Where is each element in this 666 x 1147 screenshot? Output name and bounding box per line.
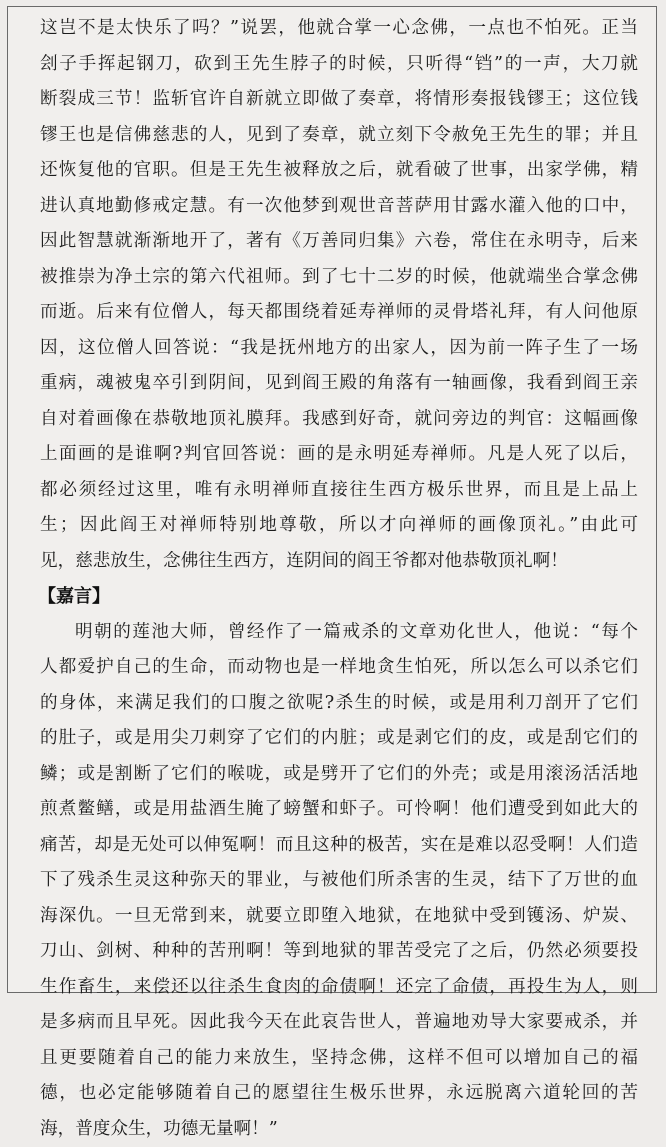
text-line: 的身体，来满足我们的口腹之欲呢?杀生的时候，或是用利刀剖开了它们 [40,686,638,722]
text-line: 明朝的莲池大师，曾经作了一篇戒杀的文章劝化世人，他说：“每个 [40,615,638,651]
text-line: 因，这位僧人回答说：“我是抚州地方的出家人，因为前一阵子生了一场 [40,331,638,367]
text-line: 德，也必定能够随着自己的愿望往生极乐世界，永远脱离六道轮回的苦 [40,1076,638,1112]
section-heading: 【嘉言】 [38,579,638,615]
text-line: 鳞；或是割断了它们的喉咙，或是劈开了它们的外壳；或是用滚汤活活地 [40,757,638,793]
text-line: 痛苦，却是无处可以伸冤啊！而且这种的极苦，实在是难以忍受啊！人们造 [40,828,638,864]
text-line: 海，普度众生，功德无量啊！” [40,1112,638,1147]
text-line: 进认真地勤修戒定慧。有一次他梦到观世音菩萨用甘露水灌入他的口中， [40,189,638,225]
text-line: 且更要随着自己的能力来放生，坚持念佛，这样不但可以增加自己的福 [40,1041,638,1077]
text-line: 上面画的是谁啊?判官回答说：画的是永明延寿禅师。凡是人死了以后， [40,437,638,473]
text-line: 的肚子，或是用尖刀刺穿了它们的内脏；或是剥它们的皮，或是刮它们的 [40,721,638,757]
text-line: 生作畜生，来偿还以往杀生食肉的命债啊！还完了命债，再投生为人，则 [40,970,638,1006]
text-line: 因此智慧就渐渐地开了，著有《万善同归集》六卷，常住在永明寺，后来 [40,224,638,260]
page-content [40,11,638,1147]
text-line: 是多病而且早死。因此我今天在此哀告世人，普遍地劝导大家要戒杀，并 [40,1005,638,1041]
story-paragraph [40,11,638,579]
text-line: 海深仇。一旦无常到来，就要立即堕入地狱，在地狱中受到镬汤、炉炭、 [40,899,638,935]
quote-paragraph [40,615,638,1147]
text-line: 见，慈悲放生，念佛往生西方，连阴间的阎王爷都对他恭敬顶礼啊！ [40,544,638,580]
text-line: 自对着画像在恭敬地顶礼膜拜。我感到好奇，就问旁边的判官：这幅画像 [40,402,638,438]
text-line: 人都爱护自己的生命，而动物也是一样地贪生怕死，所以怎么可以杀它们 [40,650,638,686]
text-line: 刽子手挥起钢刀，砍到王先生脖子的时候，只听得“铛”的一声，大刀就 [40,47,638,83]
text-line: 镠王也是信佛慈悲的人，见到了奏章，就立刻下令赦免王先生的罪；并且 [40,118,638,154]
text-line: 重病，魂被鬼卒引到阴间，见到阎王殿的角落有一轴画像，我看到阎王亲 [40,366,638,402]
text-line: 被推崇为净土宗的第六代祖师。到了七十二岁的时候，他就端坐合掌念佛 [40,260,638,296]
text-line: 刀山、剑树、种种的苦刑啊！等到地狱的罪苦受完了之后，仍然必须要投 [40,934,638,970]
text-line: 这岂不是太快乐了吗？”说罢，他就合掌一心念佛，一点也不怕死。正当 [40,11,638,47]
text-line: 生；因此阎王对禅师特别地尊敬，所以才向禅师的画像顶礼。”由此可 [40,508,638,544]
text-line: 断裂成三节！监斩官许自新就立即做了奏章，将情形奏报钱镠王；这位钱 [40,82,638,118]
text-line: 下了残杀生灵这种弥天的罪业，与被他们所杀害的生灵，结下了万世的血 [40,863,638,899]
page-frame [7,6,657,993]
text-line: 都必须经过这里，唯有永明禅师直接往生西方极乐世界，而且是上品上 [40,473,638,509]
text-line: 还恢复他的官职。但是王先生被释放之后，就看破了世事，出家学佛，精 [40,153,638,189]
text-line: 煎煮鳖鳝，或是用盐酒生腌了螃蟹和虾子。可怜啊！他们遭受到如此大的 [40,792,638,828]
text-line: 而逝。后来有位僧人，每天都围绕着延寿禅师的灵骨塔礼拜，有人问他原 [40,295,638,331]
